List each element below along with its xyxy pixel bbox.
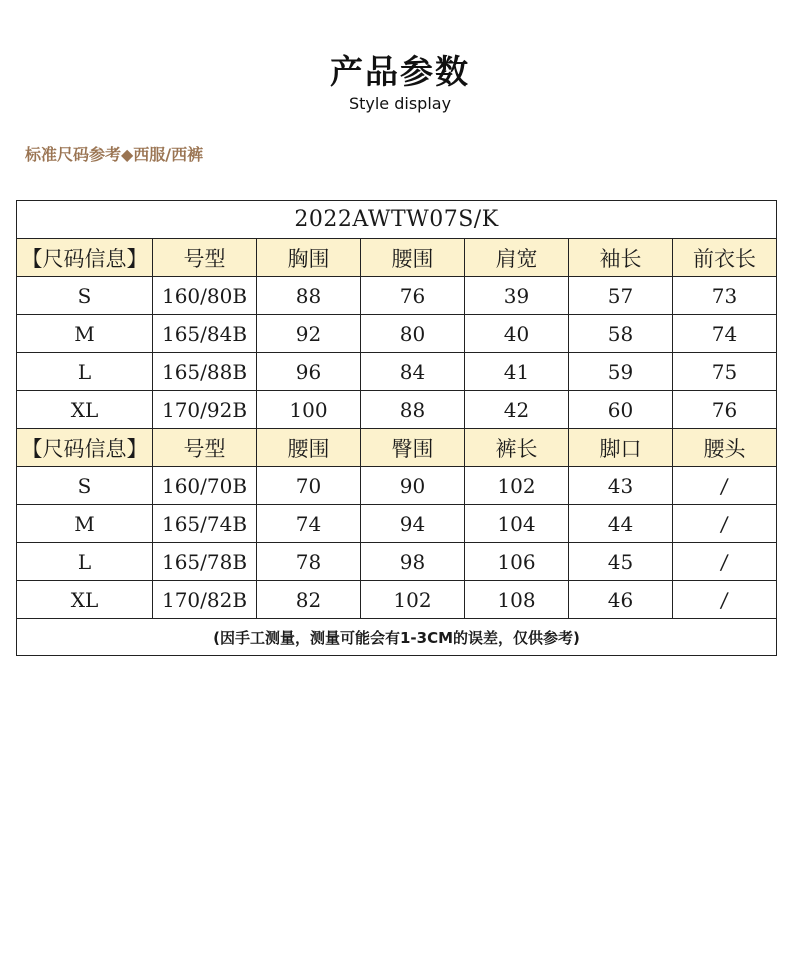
jacket-header-front-length: 前衣长: [673, 239, 777, 277]
table-cell: 58: [569, 315, 673, 353]
table-cell: S: [17, 277, 153, 315]
table-cell: 96: [257, 353, 361, 391]
table-cell: 45: [569, 543, 673, 581]
table-cell: 44: [569, 505, 673, 543]
pants-header-length: 裤长: [465, 429, 569, 467]
table-cell: 102: [465, 467, 569, 505]
table-cell: 106: [465, 543, 569, 581]
table-cell: 170/92B: [153, 391, 257, 429]
jacket-header-sleeve: 袖长: [569, 239, 673, 277]
pants-header-model: 号型: [153, 429, 257, 467]
table-cell: 108: [465, 581, 569, 619]
table-cell: 170/82B: [153, 581, 257, 619]
table-cell: 160/70B: [153, 467, 257, 505]
table-cell: 88: [361, 391, 465, 429]
table-row: [17, 277, 777, 315]
pants-header-waist: 腰围: [257, 429, 361, 467]
jacket-header-waist: 腰围: [361, 239, 465, 277]
table-cell: 82: [257, 581, 361, 619]
table-cell: 42: [465, 391, 569, 429]
pants-header-row: [17, 429, 777, 467]
table-cell: 60: [569, 391, 673, 429]
table-cell: 160/80B: [153, 277, 257, 315]
table-cell: M: [17, 505, 153, 543]
measurement-note: (因手工测量，测量可能会有1-3CM的误差，仅供参考): [17, 619, 777, 656]
jacket-header-size-info: 【尺码信息】: [17, 239, 153, 277]
table-cell: 46: [569, 581, 673, 619]
table-cell: [673, 467, 777, 505]
table-cell: 76: [361, 277, 465, 315]
table-row: [17, 391, 777, 429]
table-cell: 165/84B: [153, 315, 257, 353]
caption-row: [17, 201, 777, 239]
table-cell: 104: [465, 505, 569, 543]
table-cell: 102: [361, 581, 465, 619]
table-cell: 94: [361, 505, 465, 543]
table-cell: 59: [569, 353, 673, 391]
table-cell: 73: [673, 277, 777, 315]
table-cell: [673, 543, 777, 581]
table-cell: XL: [17, 581, 153, 619]
jacket-header-model: 号型: [153, 239, 257, 277]
jacket-header-row: [17, 239, 777, 277]
slash-mark: /: [719, 473, 730, 498]
table-cell: 165/74B: [153, 505, 257, 543]
table-cell: 75: [673, 353, 777, 391]
table-cell: 43: [569, 467, 673, 505]
page-title: 产品参数: [330, 52, 470, 91]
table-cell: 41: [465, 353, 569, 391]
table-cell: 92: [257, 315, 361, 353]
pants-header-size-info: 【尺码信息】: [17, 429, 153, 467]
table-cell: [673, 581, 777, 619]
table-cell: 165/88B: [153, 353, 257, 391]
table-cell: L: [17, 543, 153, 581]
table-cell: 57: [569, 277, 673, 315]
size-chart-table: [16, 200, 777, 656]
jacket-header-chest: 胸围: [257, 239, 361, 277]
slash-mark: /: [719, 549, 730, 574]
table-row: [17, 353, 777, 391]
table-cell: 39: [465, 277, 569, 315]
table-row: [17, 543, 777, 581]
table-cell: 74: [673, 315, 777, 353]
table-cell: 88: [257, 277, 361, 315]
table-cell: 74: [257, 505, 361, 543]
table-cell: 40: [465, 315, 569, 353]
note-row: [17, 619, 777, 656]
table-cell: 90: [361, 467, 465, 505]
page-subtitle: Style display: [348, 94, 452, 113]
table-cell: 165/78B: [153, 543, 257, 581]
table-cell: 100: [257, 391, 361, 429]
table-row: [17, 581, 777, 619]
table-cell: 78: [257, 543, 361, 581]
pants-header-waistband: 腰头: [673, 429, 777, 467]
table-cell: 98: [361, 543, 465, 581]
table-cell: 80: [361, 315, 465, 353]
table-cell: M: [17, 315, 153, 353]
table-cell: XL: [17, 391, 153, 429]
pants-header-leg-opening: 脚口: [569, 429, 673, 467]
slash-mark: /: [719, 511, 730, 536]
table-cell: 84: [361, 353, 465, 391]
table-cell: L: [17, 353, 153, 391]
table-row: [17, 467, 777, 505]
table-cell: 76: [673, 391, 777, 429]
pants-header-hip: 臀围: [361, 429, 465, 467]
table-cell: S: [17, 467, 153, 505]
table-row: [17, 505, 777, 543]
table-row: [17, 315, 777, 353]
jacket-header-shoulder: 肩宽: [465, 239, 569, 277]
table-cell: 70: [257, 467, 361, 505]
table-caption: 2022AWTW07S/K: [17, 201, 777, 239]
table-cell: [673, 505, 777, 543]
slash-mark: /: [719, 587, 730, 612]
section-label: 标准尺码参考◆西服/西裤: [25, 145, 204, 164]
